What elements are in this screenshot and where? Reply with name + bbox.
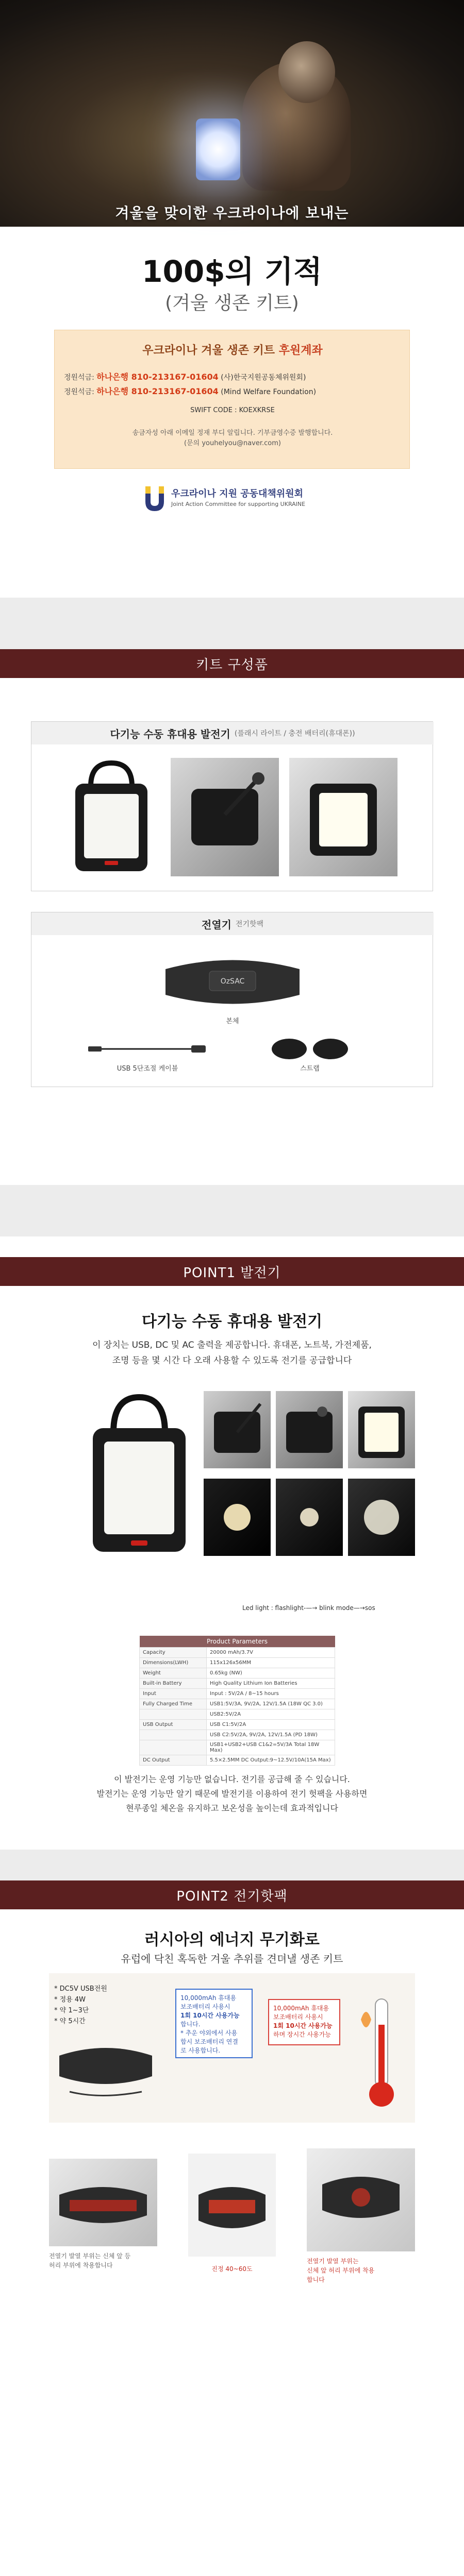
caption-line: 허리 부위에 착용합니다: [49, 2262, 113, 2269]
spec-key: Dimensions(LWH): [140, 1657, 207, 1668]
led-mode-note: Led light : flashlight-—→ blink mode—→sos: [242, 1604, 375, 1612]
blink-light-photo: [276, 1479, 343, 1556]
callout-line: * 추운 야외에서 사용: [180, 2029, 238, 2037]
heater-kit-image: [54, 2035, 157, 2102]
strap-label: 스트랩: [300, 1065, 320, 1073]
spec-value: USB1+USB2+USB C1&2=5V/3A Total 18W Max): [207, 1740, 335, 1755]
caption-line: 전열기 발열 부위는 신체 앞 등: [49, 2252, 131, 2260]
spec-value: High Quality Lithium Ion Batteries: [207, 1678, 335, 1688]
heater-panel-head: [31, 912, 434, 935]
table-row: [140, 1678, 335, 1688]
heater-panel: [31, 912, 433, 1087]
point2-bullets: [54, 1984, 107, 2027]
table-row: [140, 1740, 335, 1755]
donation-row-label: 정원석금:: [64, 374, 97, 382]
caption-line: 전열기 발열 부위는: [307, 2258, 359, 2265]
point1-description-line: 이 장치는 USB, DC 및 AC 출력을 제공합니다. 휴대폰, 노트북, 가전제품,: [92, 1340, 372, 1350]
heating-zone-diagram: [178, 2148, 286, 2262]
bullet-item: * 약 1~3단: [54, 2007, 89, 2014]
donation-row: [64, 385, 404, 397]
donation-row: [64, 370, 404, 382]
heater-body-image: [160, 954, 305, 1010]
spec-value: Input : 5V/2A / 8~15 hours: [207, 1688, 335, 1699]
hero-caption: 겨울을 맞이한 우크라이나에 보내는: [115, 205, 349, 222]
spec-value: USB C1:5V/2A: [207, 1719, 335, 1730]
point1-footnote-line: 현루종일 체온을 유지하고 보온성을 높이는데 효과적입니다: [126, 1803, 338, 1813]
generator-large-image: [88, 1391, 191, 1561]
caption-line: 신체 앞 허리 부위에 착용: [307, 2267, 375, 2274]
callout-line: 10,000mAh 휴대용: [180, 1994, 237, 2002]
point1-heading: 다기능 수동 휴대용 발전기: [141, 1313, 323, 1331]
table-row: [140, 1709, 335, 1719]
generator-title: 다기능 수동 휴대용 발전기: [110, 727, 230, 740]
table-row: [140, 1688, 335, 1699]
spec-key: Capacity: [140, 1647, 207, 1657]
sos-light-photo: [204, 1479, 271, 1556]
spec-key: Weight: [140, 1668, 207, 1678]
crank-use-photo: [276, 1391, 343, 1468]
battery-callout: [175, 1989, 253, 2058]
flashlight-photo: [289, 758, 397, 876]
generator-subtitle: (플래시 라이트 / 충전 배터리(휴대폰)): [234, 730, 355, 738]
thermometer-illustration: [351, 1989, 412, 2112]
svg-text:OzSAC: OzSAC: [220, 977, 245, 986]
callout-line: 로 사용합니다.: [180, 2047, 221, 2054]
spec-table-header: Product Parameters: [140, 1636, 335, 1647]
callout-line: 1회 10시간 사용가능: [273, 2022, 333, 2029]
hero-photo: [0, 0, 464, 227]
table-row: [140, 1668, 335, 1678]
callout-line: 보조배터리 사용시: [180, 2003, 230, 2010]
heater-wearing-photo: [49, 2159, 157, 2246]
spec-key: Fully Charged Time: [140, 1699, 207, 1709]
spec-key: Input: [140, 1688, 207, 1699]
account-owner: (Mind Welfare Foundation): [218, 388, 317, 396]
callout-line: 1회 10시간 사용가능: [180, 2012, 240, 2019]
generator-image: [68, 758, 155, 876]
point1-description-line: 조명 등을 몇 시간 다 오래 사용할 수 있도록 전기를 공급합니다: [112, 1355, 352, 1366]
section-title-kit: 키트 구성품: [0, 649, 464, 678]
table-row: [140, 1699, 335, 1709]
callout-line: 하며 장시간 사용가능: [273, 2031, 331, 2038]
spec-table: [139, 1636, 335, 1766]
donation-note: [55, 428, 410, 449]
hand-crank-detail-photo: [204, 1391, 271, 1468]
caption-line: 합니다: [307, 2276, 325, 2283]
flashlight-on-photo: [348, 1391, 415, 1468]
section-band: [0, 1185, 464, 1236]
spec-key: DC Output: [140, 1755, 207, 1765]
spec-value: 5.5×2.5MM DC Output:9~12.5V/10A(15A Max): [207, 1755, 335, 1765]
strap-image: [258, 1036, 361, 1062]
spec-key: [140, 1730, 207, 1740]
callout-line: 합시 보조배터리 연결: [180, 2038, 238, 2045]
donation-title-highlight: 후원계좌: [278, 344, 323, 357]
spec-value: USB C2:5V/2A, 9V/2A, 12V/1.5A (PD 18W): [207, 1730, 335, 1740]
org-name-english: Joint Action Committee for supporting UKRAINE: [171, 501, 306, 507]
callout-line: 합니다.: [180, 2021, 201, 2028]
donation-title-prefix: 우크라이나 겨울 생존 키트: [142, 344, 279, 357]
hero-person-head: [278, 41, 335, 103]
donation-box: [54, 330, 410, 469]
table-row: [140, 1647, 335, 1657]
usb-cable-label: USB 5단조절 케이블: [117, 1065, 178, 1073]
heater-body-label: 본체: [226, 1018, 239, 1025]
hand-crank-photo: [171, 758, 279, 876]
battery-callout-alt: [268, 1999, 340, 2045]
donation-title: [55, 342, 410, 358]
heater-subtitle: 전기핫팩: [235, 920, 264, 928]
point1-footnote-line: 이 발전기는 운영 기능만 없습니다. 전기를 공급해 줄 수 있습니다.: [114, 1774, 350, 1784]
table-row: [140, 1730, 335, 1740]
donation-note-line: 송금자성 아래 이메일 정재 부디 알립니다. 기부금영수증 발행합니다.: [132, 429, 333, 437]
org-name: 우크라이나 지원 공동대책위원회: [171, 488, 303, 499]
generator-panel: [31, 721, 433, 891]
lamp-glow: [196, 118, 240, 180]
table-row: [140, 1657, 335, 1668]
temperature-label: 진정 40~60도: [211, 2265, 253, 2273]
spec-key: [140, 1709, 207, 1719]
point2-heading: 러시아의 에너지 무기화로: [144, 1931, 320, 1949]
table-row: [140, 1755, 335, 1765]
callout-line: 보조배터리 사용시: [273, 2013, 323, 2021]
org-logo-icon: [143, 484, 166, 513]
section-band: [0, 598, 464, 649]
usb-cable-image: [88, 1041, 207, 1057]
callout-line: 10,000mAh 휴대용: [273, 2005, 329, 2012]
bullet-item: * DC5V USB전원: [54, 1985, 107, 1993]
right-caption: [307, 2257, 415, 2284]
spec-value: 20000 mAh/3.7V: [207, 1647, 335, 1657]
point1-footnote: [31, 1772, 433, 1816]
heater-back-photo: [307, 2148, 415, 2251]
spec-value: USB1:5V/3A, 9V/2A, 12V/1.5A (18W QC 3.0): [207, 1699, 335, 1709]
flashlight-beam-photo: [348, 1479, 415, 1556]
spec-key: [140, 1740, 207, 1755]
point2-subheading: 유럽에 닥친 혹독한 겨울 추위를 견뎌낼 생존 키트: [121, 1953, 343, 1965]
spec-key: USB Output: [140, 1719, 207, 1730]
spec-value: 115x126x56MM: [207, 1657, 335, 1668]
donation-row-label: 정원석금:: [64, 388, 97, 396]
bank-account[interactable]: 하나은행 810-213167-01604: [96, 372, 219, 382]
spec-value: USB2:5V/2A: [207, 1709, 335, 1719]
point1-description: [31, 1337, 433, 1368]
heater-title: 전열기: [201, 918, 231, 931]
bullet-item: * 정용 4W: [54, 1996, 86, 2004]
point1-footnote-line: 발전기는 운영 기능만 알기 때문에 발전기를 이용하여 전기 헛팩을 사용하면: [96, 1789, 368, 1799]
left-caption: [49, 2251, 157, 2270]
section-title-point2: POINT2 전기핫팩: [0, 1880, 464, 1909]
generator-panel-head: [31, 722, 434, 744]
page-title: 100$의 기적: [142, 254, 322, 289]
spec-key: Built-in Battery: [140, 1678, 207, 1688]
table-row: [140, 1719, 335, 1730]
spec-value: 0.65kg (NW): [207, 1668, 335, 1678]
section-title-point1: POINT1 발전기: [0, 1257, 464, 1286]
contact-email[interactable]: (문의 youhelyou@naver.com): [184, 439, 281, 447]
account-owner: (사)한국지원공동체위원회): [218, 374, 306, 382]
bank-account[interactable]: 하나은행 810-213167-01604: [96, 386, 219, 396]
page-subtitle: (겨울 생존 키트): [165, 293, 299, 314]
swift-code: SWIFT CODE : KOEXKRSE: [190, 406, 275, 414]
bullet-item: * 약 5시간: [54, 2018, 86, 2025]
